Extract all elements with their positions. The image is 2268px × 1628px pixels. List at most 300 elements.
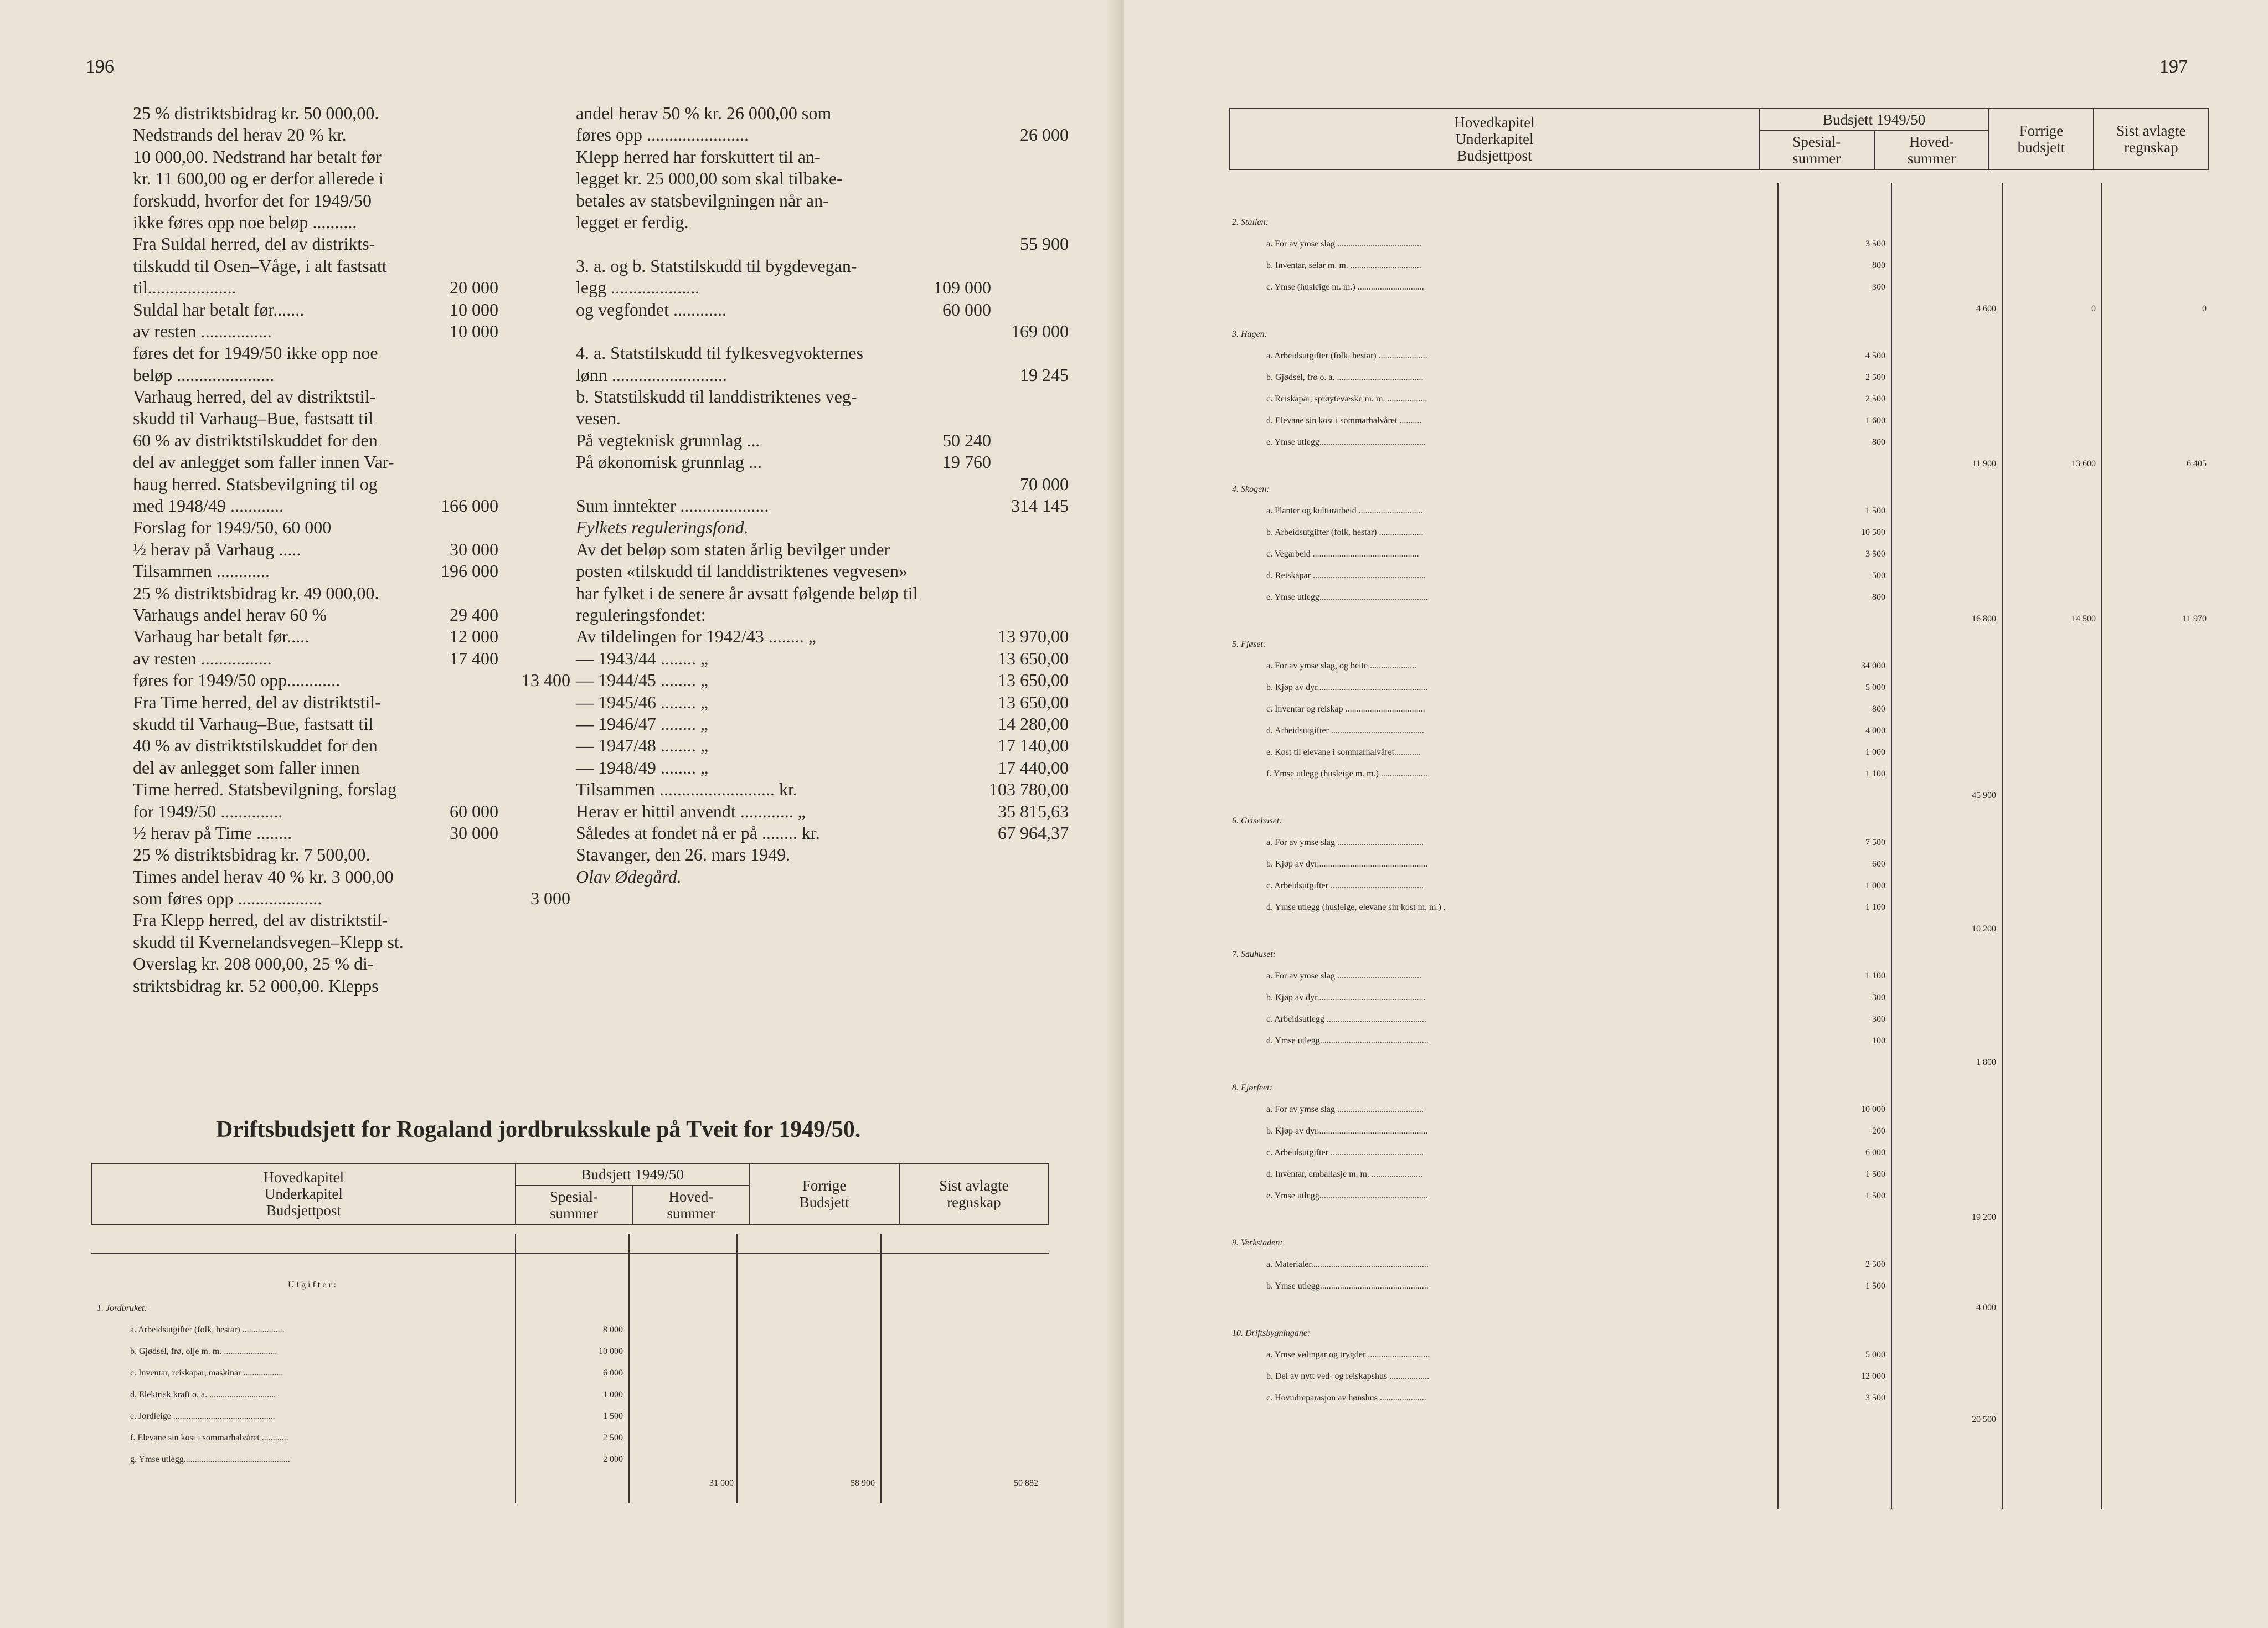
text-line: [133, 604, 496, 626]
header-kapitel: Hovedkapitel Underkapitel Budsjettpost: [1230, 109, 1759, 169]
header-sist: Sist avlagte regnskap: [899, 1163, 1049, 1224]
special-sum: 100: [1872, 1036, 1885, 1045]
right-page: [1124, 0, 2268, 1628]
line-sum: 67 964,37: [998, 822, 1069, 843]
line-sum: 13 400: [522, 670, 570, 691]
budget-item: b. Kjøp av dyr..................................................: [1266, 1126, 1428, 1136]
text-line: [576, 364, 1069, 386]
budget-item: c. Arbeidsutgifter ..........................................: [1266, 881, 1424, 890]
main-sum: 20 500: [1972, 1415, 1996, 1424]
line-text: 25 % distriktsbidrag kr. 50 000,00.: [133, 103, 379, 123]
text-line: [133, 713, 496, 735]
header-sist: Sist avlagte regnskap: [2094, 109, 2209, 169]
line-amount: 10 000: [450, 321, 498, 341]
text-line: [576, 626, 1069, 647]
line-text: — 1944/45 ........ „: [576, 670, 709, 691]
column-rule: [2101, 183, 2102, 1509]
budget-item: c. Hovudreparasjon av hønshus .....................: [1266, 1393, 1426, 1403]
text-line: [133, 517, 496, 538]
line-sum: 103 780,00: [989, 779, 1069, 800]
special-sum: 1 500: [1865, 1191, 1885, 1201]
budget-item: e. Ymse utlegg................................................: [1266, 437, 1426, 447]
line-text: Således at fondet nå er på ........ kr.: [576, 822, 820, 843]
line-sum: 17 440,00: [998, 757, 1069, 777]
line-sum: 55 900: [1020, 234, 1069, 254]
special-sum: 1 600: [1865, 416, 1885, 425]
line-text: legget kr. 25 000,00 som skal tilbake-: [576, 168, 843, 189]
line-text: del av anlegget som faller innen: [133, 757, 360, 777]
budget-item: a. For av ymse slag ......................................: [1266, 239, 1421, 249]
line-text: føres for 1949/50 opp............: [133, 670, 341, 691]
main-sum: 4 600: [1976, 304, 1996, 313]
line-text: skudd til Varhaug–Bue, fastsatt til: [133, 408, 374, 429]
line-text: kr. 11 600,00 og er derfor allerede i: [133, 168, 384, 189]
special-sum: 600: [1872, 859, 1885, 869]
left-page: [0, 0, 1124, 1628]
line-text: Time herred. Statsbevilgning, forslag: [133, 779, 397, 800]
line-text: posten «tilskudd til landdistriktenes vegvesen»: [576, 561, 908, 581]
budget-item: e. Ymse utlegg.................................................: [1266, 1191, 1428, 1201]
table-rule: [91, 1253, 1049, 1254]
table-header: [91, 1163, 1049, 1225]
budget-item: a. For av ymse slag ......................................: [1266, 971, 1421, 981]
special-sum: 6 000: [1865, 1148, 1885, 1157]
text-line: [133, 648, 496, 669]
text-line: [576, 386, 1047, 408]
text-line: [576, 451, 1047, 473]
main-sum: 1 800: [1976, 1058, 1996, 1067]
text-line: [133, 408, 496, 429]
special-sum: 1 000: [1865, 748, 1885, 757]
main-sum: 11 900: [1972, 459, 1996, 468]
special-sum: 5 000: [1865, 683, 1885, 692]
text-line: [576, 124, 1069, 146]
budget-item: c. Arbeidsutlegg .............................................: [1266, 1014, 1426, 1024]
line-text: reguleringsfondet:: [576, 604, 706, 625]
budget-item: a. Materialer.....................................................: [1266, 1260, 1429, 1269]
line-text: Forslag for 1949/50, 60 000: [133, 517, 332, 538]
text-line: [133, 757, 496, 779]
text-line: [576, 495, 1069, 517]
special-sum: 800: [1872, 261, 1885, 270]
budget-item: a. Arbeidsutgifter (folk, hestar) ......................: [1266, 351, 1427, 360]
text-line: [133, 931, 496, 953]
special-sum: 1 500: [1865, 506, 1885, 516]
line-text: Times andel herav 40 % kr. 3 000,00: [133, 866, 394, 887]
special-sum: 200: [1872, 1126, 1885, 1136]
line-text: Overslag kr. 208 000,00, 25 % di-: [133, 954, 374, 974]
line-text: haug herred. Statsbevilgning til og: [133, 473, 378, 494]
budget-item: b. Gjødsel, frø o. a. .......................................: [1266, 373, 1424, 382]
special-sum: 2 500: [603, 1433, 623, 1442]
previous-budget: 13 600: [2071, 459, 2096, 468]
text-line: [133, 801, 496, 822]
header-forrige: Forrige budsjett: [1989, 109, 2094, 169]
line-text: ½ herav på Varhaug .....: [133, 539, 301, 559]
line-text: 60 % av distriktstilskuddet for den: [133, 430, 378, 450]
line-amount: 10 000: [450, 299, 498, 320]
line-amount: 29 400: [450, 604, 498, 625]
line-text: forskudd, hvorfor det for 1949/50: [133, 190, 372, 210]
main-sum: 19 200: [1972, 1213, 1996, 1222]
budget-item: c. Reiskapar, sprøytevæske m. m. ..................: [1266, 394, 1427, 404]
text-line: [133, 212, 496, 233]
budget-item: b. Del av nytt ved- og reiskapshus ..................: [1266, 1372, 1430, 1381]
text-line: [576, 233, 1069, 255]
text-line: [576, 648, 1069, 669]
section-title: 7. Sauhuset:: [1232, 950, 1276, 959]
line-amount: 196 000: [441, 561, 498, 581]
text-line: [133, 539, 496, 560]
line-text: 10 000,00. Nedstrand har betalt før: [133, 146, 382, 167]
line-text: andel herav 50 % kr. 26 000,00 som: [576, 103, 832, 123]
line-amount: 60 000: [450, 801, 498, 821]
budget-item: f. Ymse utlegg (husleige m. m.) .....................: [1266, 769, 1427, 779]
line-text: — 1943/44 ........ „: [576, 648, 709, 668]
section-title: 8. Fjørfeet:: [1232, 1083, 1272, 1093]
special-sum: 12 000: [1861, 1372, 1885, 1381]
header-budsjett: Budsjett 1949/50: [1759, 109, 1989, 131]
section-title: 9. Verkstaden:: [1232, 1238, 1283, 1248]
budget-item: a. For av ymse slag .......................................: [1266, 1105, 1424, 1114]
text-line: [576, 844, 1047, 865]
budget-item: e. Ymse utlegg.................................................: [1266, 593, 1428, 602]
main-sum: 31 000: [709, 1478, 734, 1488]
budget-item: d. Elektrisk kraft o. a. ..............................: [130, 1390, 276, 1399]
last-accounts: 6 405: [2187, 459, 2207, 468]
line-text: og vegfondet ............: [576, 299, 726, 320]
text-line: [576, 669, 1069, 691]
main-sum: 10 200: [1972, 924, 1996, 934]
line-amount: 109 000: [934, 277, 991, 298]
last-accounts: 11 970: [2182, 614, 2207, 624]
line-text: føres det for 1949/50 ikke opp noe: [133, 343, 378, 363]
special-sum: 3 500: [1865, 549, 1885, 559]
line-text: Tilsammen ............: [133, 561, 270, 581]
budget-item: c. Vegarbeid ................................................: [1266, 549, 1419, 559]
text-line: [576, 408, 1047, 429]
budget-item: a. Ymse vølingar og trygder ............................: [1266, 1350, 1430, 1359]
line-text: som føres opp ...................: [133, 888, 322, 909]
right-column-text: [576, 102, 1069, 888]
line-text: Av tildelingen for 1942/43 ........ „: [576, 626, 816, 647]
utgifter-label: U t g i f t e r :: [288, 1280, 337, 1290]
line-text: b. Statstilskudd til landdistriktenes veg-: [576, 387, 857, 407]
previous-budget: 0: [2091, 304, 2096, 313]
text-line: [576, 713, 1069, 735]
text-line: [576, 801, 1069, 822]
budget-item: c. Inventar og reiskap ....................................: [1266, 704, 1425, 714]
budget-item: d. Arbeidsutgifter ..........................................: [1266, 726, 1424, 735]
text-line: [133, 233, 496, 255]
special-sum: 1 100: [1865, 903, 1885, 912]
special-sum: 8 000: [603, 1325, 623, 1335]
line-text: striktsbidrag kr. 52 000,00. Klepps: [133, 975, 379, 996]
text-line: [576, 822, 1069, 844]
budget-item: b. Ymse utlegg.................................................: [1266, 1281, 1429, 1291]
text-line: [133, 735, 496, 756]
text-line: [576, 604, 1047, 626]
text-line: [576, 255, 1047, 277]
budget-item: c. Arbeidsutgifter ..........................................: [1266, 1148, 1424, 1157]
line-amount: 20 000: [450, 277, 498, 298]
section-title: 3. Hagen:: [1232, 329, 1267, 339]
line-text: Nedstrands del herav 20 % kr.: [133, 125, 347, 145]
text-line: [133, 146, 496, 168]
header-hoved: Hoved- summer: [1874, 131, 1989, 169]
budget-item: d. Inventar, emballasje m. m. .......................: [1266, 1170, 1422, 1179]
line-text: — 1947/48 ........ „: [576, 735, 709, 756]
line-text: legg ....................: [576, 277, 700, 298]
line-text: for 1949/50 ..............: [133, 801, 283, 821]
line-text: Klepp herred har forskuttert til an-: [576, 146, 821, 167]
header-forrige: Forrige Budsjett: [750, 1163, 899, 1224]
line-amount: 12 000: [450, 626, 498, 647]
header-spesial: Spesial- summer: [516, 1186, 632, 1224]
line-text: — 1948/49 ........ „: [576, 757, 709, 777]
line-text: ikke føres opp noe beløp ..........: [133, 212, 357, 232]
previous-budget: 14 500: [2071, 614, 2096, 624]
special-sum: 1 500: [1865, 1170, 1885, 1179]
column-rule: [2002, 183, 2003, 1509]
special-sum: 1 100: [1865, 769, 1885, 779]
line-sum: 26 000: [1020, 125, 1069, 145]
budget-item: c. Ymse (husleige m. m.) ..............................: [1266, 282, 1424, 292]
text-line: [133, 430, 496, 451]
line-sum: 3 000: [530, 888, 570, 909]
budget-item: b. Arbeidsutgifter (folk, hestar) ....................: [1266, 528, 1424, 537]
line-amount: 30 000: [450, 822, 498, 843]
text-line: [133, 277, 496, 298]
text-line: [576, 866, 1047, 888]
text-line: [576, 430, 1047, 451]
budget-title: Driftsbudsjett for Rogaland jordbruksskule på Tveit for 1949/50.: [216, 1117, 861, 1142]
special-sum: 7 500: [1865, 838, 1885, 847]
line-amount: 30 000: [450, 539, 498, 559]
table-header: [1229, 108, 2209, 170]
line-text: ½ herav på Time ........: [133, 822, 292, 843]
budget-item: e. Kost til elevane i sommarhalvåret............: [1266, 748, 1421, 757]
text-line: [133, 866, 496, 888]
text-line: [576, 168, 1047, 189]
text-line: [133, 168, 496, 189]
line-sum: 169 000: [1011, 321, 1069, 341]
text-line: [133, 473, 496, 495]
line-text: Suldal har betalt før.......: [133, 299, 305, 320]
main-sum: 4 000: [1976, 1303, 1996, 1312]
budget-item: b. Gjødsel, frø, olje m. m. ........................: [130, 1347, 277, 1356]
line-text: tilskudd til Osen–Våge, i alt fastsatt: [133, 255, 387, 276]
special-sum: 3 500: [1865, 239, 1885, 249]
section-title: 10. Driftsbygningane:: [1232, 1328, 1311, 1338]
line-sum: 13 970,00: [998, 626, 1069, 647]
line-text: Varhaug herred, del av distriktstil-: [133, 387, 376, 407]
special-sum: 3 500: [1865, 1393, 1885, 1403]
line-amount: 60 000: [942, 299, 991, 320]
section-title: 5. Fjøset:: [1232, 640, 1266, 649]
text-line: [576, 277, 1047, 298]
text-line: [576, 321, 1069, 342]
text-line: [576, 692, 1069, 713]
special-sum: 10 000: [1861, 1105, 1885, 1114]
line-text: Fylkets reguleringsfond.: [576, 517, 749, 538]
line-sum: 314 145: [1011, 496, 1069, 516]
line-text: 25 % distriktsbidrag kr. 7 500,00.: [133, 844, 370, 865]
text-line: [576, 779, 1069, 800]
text-line: [133, 255, 496, 277]
last-accounts: 50 882: [1014, 1478, 1038, 1488]
text-line: [133, 386, 496, 408]
line-sum: 35 815,63: [998, 801, 1069, 821]
text-line: [133, 626, 496, 647]
text-line: [133, 822, 496, 844]
text-line: [133, 560, 496, 582]
special-sum: 2 500: [1865, 1260, 1885, 1269]
budget-item: d. Ymse utlegg.................................................: [1266, 1036, 1429, 1045]
line-text: til....................: [133, 277, 236, 298]
line-sum: 14 280,00: [998, 713, 1069, 734]
section-title: 4. Skogen:: [1232, 485, 1270, 494]
line-text: På økonomisk grunnlag ...: [576, 452, 762, 472]
budget-item: d. Elevane sin kost i sommarhalvåret ..........: [1266, 416, 1422, 425]
special-sum: 4 000: [1865, 726, 1885, 735]
line-text: — 1945/46 ........ „: [576, 692, 709, 712]
text-line: [133, 299, 496, 321]
column-rule: [628, 1234, 630, 1503]
budget-item: a. Planter og kulturarbeid .............................: [1266, 506, 1423, 516]
special-sum: 800: [1872, 704, 1885, 714]
budget-item: b. Inventar, selar m. m. ................................: [1266, 261, 1421, 270]
text-line: [576, 583, 1047, 604]
text-line: [576, 190, 1047, 212]
line-text: — 1946/47 ........ „: [576, 713, 709, 734]
line-text: av resten ................: [133, 648, 272, 668]
line-text: vesen.: [576, 408, 621, 429]
text-line: [133, 583, 496, 604]
special-sum: 5 000: [1865, 1350, 1885, 1359]
header-spesial: Spesial- summer: [1759, 131, 1874, 169]
text-line: [133, 321, 496, 342]
text-line: [576, 560, 1047, 582]
special-sum: 10 000: [599, 1347, 623, 1356]
line-text: legget er ferdig.: [576, 212, 689, 232]
budget-item: g. Ymse utlegg................................................: [130, 1455, 290, 1464]
section-title: 1. Jordbruket:: [97, 1304, 147, 1313]
previous-budget: 58 900: [850, 1478, 875, 1488]
text-line: [133, 692, 496, 713]
special-sum: 300: [1872, 1014, 1885, 1024]
special-sum: 2 500: [1865, 373, 1885, 382]
special-sum: 300: [1872, 282, 1885, 292]
text-line: [576, 212, 1047, 233]
line-text: Stavanger, den 26. mars 1949.: [576, 844, 791, 865]
line-text: 3. a. og b. Statstilskudd til bygdevegan-: [576, 255, 857, 276]
text-line: [576, 539, 1047, 560]
column-rule: [736, 1234, 738, 1503]
left-column-text: [133, 102, 570, 997]
line-amount: 17 400: [450, 648, 498, 668]
text-line: [133, 953, 496, 975]
text-line: [133, 342, 496, 364]
special-sum: 1 500: [603, 1411, 623, 1421]
page-number-left: 196: [86, 56, 114, 77]
text-line: [133, 124, 496, 146]
line-text: Varhaug har betalt før.....: [133, 626, 310, 647]
text-line: [576, 735, 1069, 756]
special-sum: 300: [1872, 993, 1885, 1002]
budget-item: b. Kjøp av dyr..................................................: [1266, 859, 1428, 869]
line-text: Sum inntekter ....................: [576, 496, 769, 516]
special-sum: 10 500: [1861, 528, 1885, 537]
budget-item: d. Ymse utlegg (husleige, elevane sin kost m. m.) .: [1266, 903, 1446, 912]
special-sum: 1 100: [1865, 971, 1885, 981]
budget-item: c. Inventar, reiskapar, maskinar ..................: [130, 1368, 284, 1378]
budget-item: a. For av ymse slag, og beite .....................: [1266, 661, 1417, 671]
text-line: [576, 517, 1047, 538]
header-kapitel: Hovedkapitel Underkapitel Budsjettpost: [92, 1163, 516, 1224]
text-line: [576, 473, 1069, 495]
text-line: [576, 342, 1047, 364]
line-text: Herav er hittil anvendt ............ „: [576, 801, 806, 821]
text-line: [133, 844, 496, 865]
text-line: [133, 888, 570, 909]
line-text: Tilsammen .......................... kr.: [576, 779, 797, 800]
budget-item: a. Arbeidsutgifter (folk, hestar) ...................: [130, 1325, 285, 1335]
line-text: av resten ................: [133, 321, 272, 341]
column-rule: [880, 1234, 882, 1503]
special-sum: 800: [1872, 437, 1885, 447]
text-line: [133, 364, 496, 386]
line-text: Fra Suldal herred, del av distrikts-: [133, 234, 375, 254]
line-text: Fra Klepp herred, del av distriktstil-: [133, 910, 388, 930]
special-sum: 6 000: [603, 1368, 623, 1378]
budget-item: b. Kjøp av dyr..................................................: [1266, 683, 1428, 692]
text-line: [576, 757, 1069, 779]
line-sum: 70 000: [1020, 473, 1069, 494]
line-text: 4. a. Statstilskudd til fylkesvegvokternes: [576, 343, 864, 363]
special-sum: 4 500: [1865, 351, 1885, 360]
line-text: har fylket i de senere år avsatt følgende beløp til: [576, 583, 918, 603]
text-line: [133, 190, 496, 212]
section-title: 2. Stallen:: [1232, 218, 1269, 227]
special-sum: 800: [1872, 593, 1885, 602]
text-line: [576, 146, 1047, 168]
line-text: beløp ......................: [133, 364, 275, 385]
text-line: [576, 299, 1047, 321]
main-sum: 45 900: [1972, 791, 1996, 800]
special-sum: 34 000: [1861, 661, 1885, 671]
special-sum: 1 000: [603, 1390, 623, 1399]
line-text: føres opp .......................: [576, 125, 749, 145]
line-text: lønn ..........................: [576, 364, 727, 385]
line-text: Av det beløp som staten årlig bevilger under: [576, 539, 890, 559]
line-text: del av anlegget som faller innen Var-: [133, 452, 394, 472]
budget-item: a. For av ymse slag .......................................: [1266, 838, 1424, 847]
special-sum: 500: [1872, 571, 1885, 580]
line-amount: 50 240: [942, 430, 991, 450]
text-line: [133, 102, 496, 124]
line-sum: 13 650,00: [998, 692, 1069, 712]
special-sum: 2 500: [1865, 394, 1885, 404]
line-sum: 17 140,00: [998, 735, 1069, 756]
line-text: Varhaugs andel herav 60 %: [133, 604, 327, 625]
text-line: [133, 779, 496, 800]
line-text: 25 % distriktsbidrag kr. 49 000,00.: [133, 583, 379, 603]
line-text: skudd til Kvernelandsvegen–Klepp st.: [133, 931, 404, 952]
section-title: 6. Grisehuset:: [1232, 816, 1282, 826]
line-text: På vegteknisk grunnlag ...: [576, 430, 760, 450]
line-sum: 13 650,00: [998, 648, 1069, 668]
